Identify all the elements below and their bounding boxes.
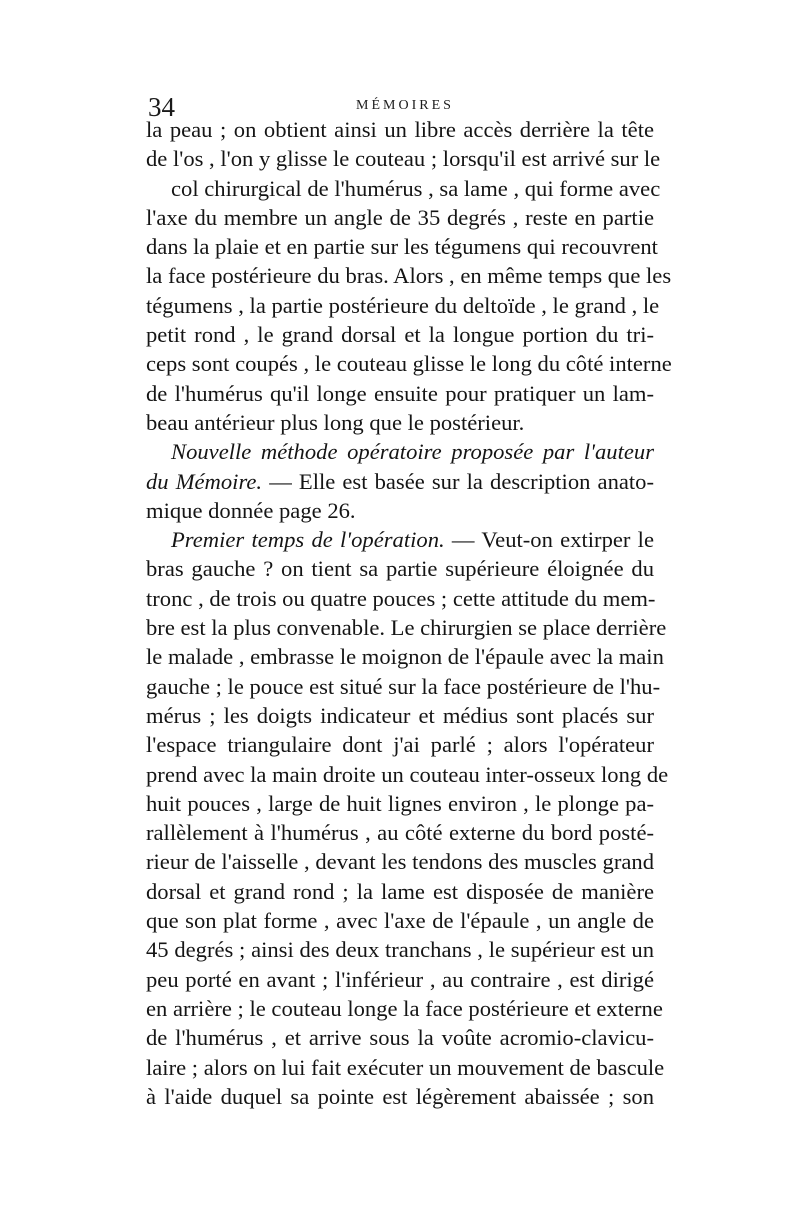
text-line: tégumens , la partie postérieure du deltoïde , le grand , le bbox=[146, 292, 660, 318]
text-line: gauche ; le pouce est situé sur la face postérieure de l'hu- bbox=[146, 673, 661, 699]
running-head: MÉMOIRES bbox=[356, 98, 454, 113]
text-line: prend avec la main droite un couteau inter-osseux long de bbox=[146, 761, 669, 787]
text-line: petit rond , le grand dorsal et la longue portion du tri- bbox=[146, 322, 654, 348]
text-line: peu porté en avant ; l'inférieur , au contraire , est dirigé bbox=[146, 966, 654, 992]
text-line: bre est la plus convenable. Le chirurgien se place derrière bbox=[146, 615, 667, 641]
text-line: l'axe du membre un angle de 35 degrés , reste en partie bbox=[146, 204, 654, 230]
text-line: l'espace triangulaire dont j'ai parlé ; alors l'opérateur bbox=[146, 732, 654, 758]
text-line: col chirurgical de l'humérus , sa lame , qui forme avec bbox=[171, 175, 661, 201]
page-number: 34 bbox=[148, 92, 175, 122]
text-line: bras gauche ? on tient sa partie supérieure éloignée du bbox=[146, 556, 654, 582]
section-heading: Nouvelle méthode opératoire proposée par l'auteur bbox=[171, 439, 654, 465]
text-line: le malade , embrasse le moignon de l'épaule avec la main bbox=[146, 644, 664, 670]
text-line: rallèlement à l'humérus , au côté externe du bord posté- bbox=[146, 820, 654, 846]
section-heading-line bbox=[146, 437, 654, 466]
text-line: mérus ; les doigts indicateur et médius sont placés sur bbox=[146, 702, 654, 728]
text-line: laire ; alors on lui fait exécuter un mouvement de bascule bbox=[146, 1054, 665, 1080]
text-line: de l'os , l'on y glisse le couteau ; lorsqu'il est arrivé sur le bbox=[146, 146, 661, 172]
text-line: du Mémoire. — Elle est basée sur la description anato- bbox=[146, 468, 654, 494]
text-line: dans la plaie et en partie sur les tégumens qui recouvrent bbox=[146, 234, 658, 260]
text-line: mique donnée page 26. bbox=[146, 497, 356, 523]
text-line: de l'humérus qu'il longe ensuite pour pratiquer un lam- bbox=[146, 380, 654, 406]
text-line: la peau ; on obtient ainsi un libre accès derrière la tête bbox=[146, 117, 654, 142]
body-text bbox=[146, 115, 672, 1111]
text-line: ceps sont coupés , le couteau glisse le long du côté interne bbox=[146, 351, 672, 377]
text-line: huit pouces , large de huit lignes environ , le plonge pa- bbox=[146, 790, 654, 816]
text-line: tronc , de trois ou quatre pouces ; cette attitude du mem- bbox=[146, 585, 656, 611]
section-heading-line: Premier temps de l'opération. — Veut-on extirper le bbox=[171, 527, 654, 553]
text-line: que son plat forme , avec l'axe de l'épaule , un angle de bbox=[146, 908, 654, 934]
section-heading: Premier temps de l'opération. bbox=[171, 527, 445, 553]
text-line: de l'humérus , et arrive sous la voûte acromio-clavicu- bbox=[146, 1025, 654, 1051]
section-heading: du Mémoire. bbox=[146, 468, 263, 494]
text-line: dorsal et grand rond ; la lame est disposée de manière bbox=[146, 878, 654, 904]
text-line: la face postérieure du bras. Alors , en même temps que les bbox=[146, 263, 672, 289]
text-line: en arrière ; le couteau longe la face postérieure et externe bbox=[146, 995, 663, 1021]
text-line: 45 degrés ; ainsi des deux tranchans , le supérieur est un bbox=[146, 937, 654, 963]
text-line: rieur de l'aisselle , devant les tendons des muscles grand bbox=[146, 849, 654, 875]
text-line: beau antérieur plus long que le postérieur. bbox=[146, 409, 525, 435]
text-line: à l'aide duquel sa pointe est légèrement abaissée ; son bbox=[146, 1083, 654, 1109]
